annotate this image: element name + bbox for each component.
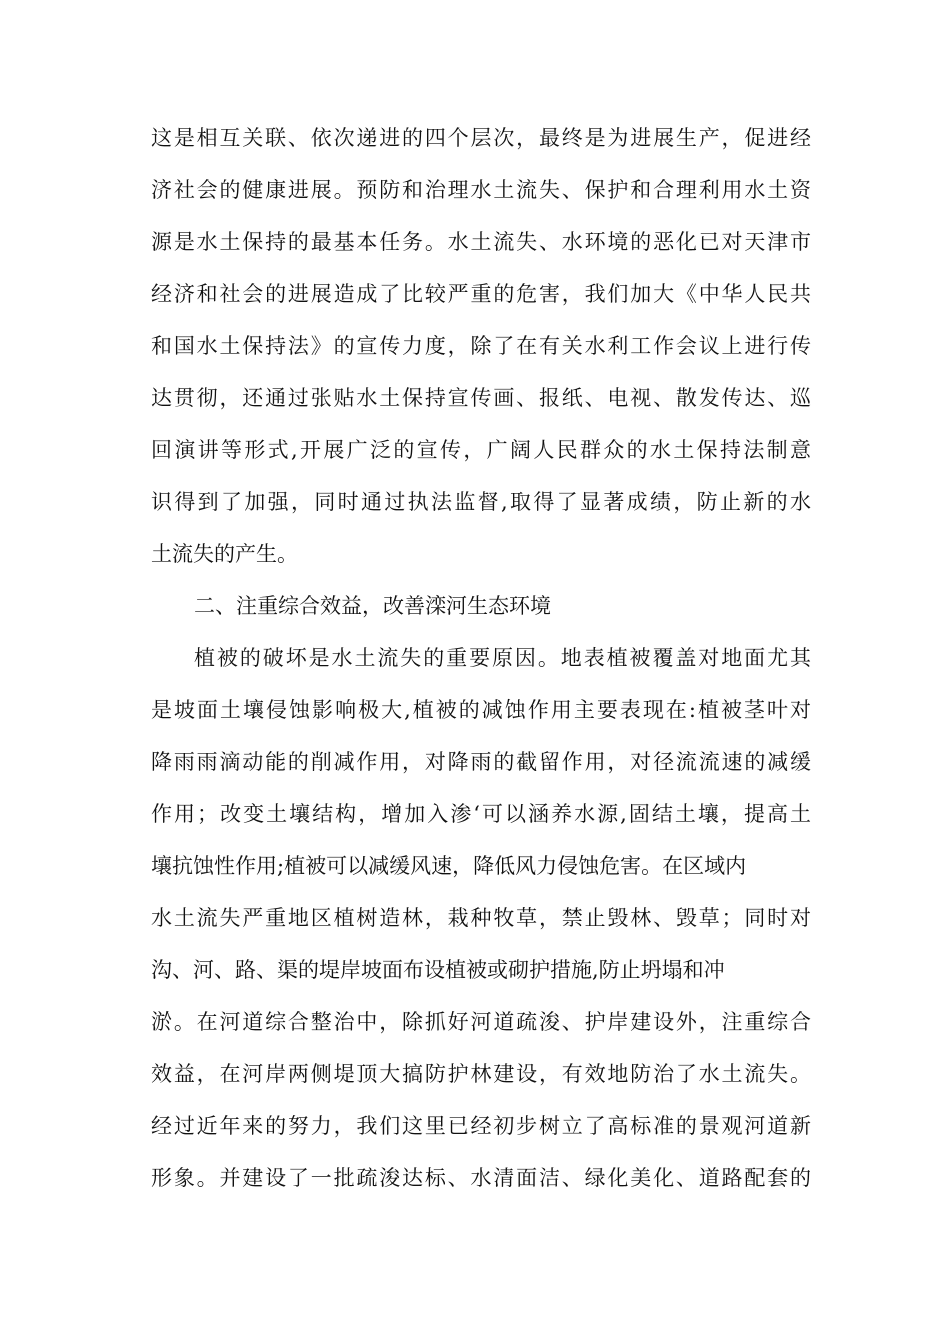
- section-heading: 二、注重综合效益，改善滦河生态环境: [194, 594, 551, 618]
- paragraph-line: 形象。并建设了一批疏浚达标、水清面洁、绿化美化、道路配套的: [151, 1166, 811, 1190]
- paragraph-line: 水土流失严重地区植树造林，栽种牧草，禁止毁林、毁草；同时对: [151, 906, 811, 930]
- paragraph-line: 降雨雨滴动能的削减作用，对降雨的截留作用，对径流流速的减缓: [151, 750, 811, 774]
- paragraph-line: 作用；改变土壤结构，增加入渗‘可以涵养水源,固结土壤，提高土: [151, 802, 811, 826]
- paragraph-line: 淤。在河道综合整治中，除抓好河道疏浚、护岸建设外，注重综合: [151, 1010, 811, 1034]
- paragraph-line: 沟、河、路、渠的堤岸坡面布设植被或砌护措施,防止坍塌和冲: [151, 958, 725, 982]
- paragraph-line: 植被的破坏是水土流失的重要原因。地表植被覆盖对地面尤其: [194, 646, 811, 670]
- paragraph-line: 和国水土保持法》的宣传力度，除了在有关水利工作会议上进行传: [151, 334, 811, 358]
- paragraph-line: 土流失的产生。: [151, 542, 298, 566]
- document-body: [151, 118, 811, 1210]
- paragraph-line: 达贯彻，还通过张贴水土保持宣传画、报纸、电视、散发传达、巡: [151, 386, 811, 410]
- paragraph-line: 经济和社会的进展造成了比较严重的危害，我们加大《中华人民共: [151, 282, 811, 306]
- paragraph-line: 是坡面土壤侵蚀影响极大,植被的减蚀作用主要表现在:植被茎叶对: [151, 698, 811, 722]
- paragraph-line: 回演讲等形式,开展广泛的宣传，广阔人民群众的水土保持法制意: [151, 438, 811, 462]
- paragraph-line: 经过近年来的努力，我们这里已经初步树立了高标准的景观河道新: [151, 1114, 811, 1138]
- paragraph-line: 源是水土保持的最基本任务。水土流失、水环境的恶化已对天津市: [151, 230, 811, 254]
- paragraph-line: 济社会的健康进展。预防和治理水土流失、保护和合理利用水土资: [151, 178, 811, 202]
- paragraph-line: 效益，在河岸两侧堤顶大搞防护林建设，有效地防治了水土流失。: [151, 1062, 811, 1086]
- paragraph-line: 壤抗蚀性作用;植被可以减缓风速，降低风力侵蚀危害。在区域内: [151, 854, 747, 878]
- paragraph-line: 识得到了加强，同时通过执法监督,取得了显著成绩，防止新的水: [151, 490, 811, 514]
- paragraph-line: 这是相互关联、依次递进的四个层次，最终是为进展生产，促进经: [151, 126, 811, 150]
